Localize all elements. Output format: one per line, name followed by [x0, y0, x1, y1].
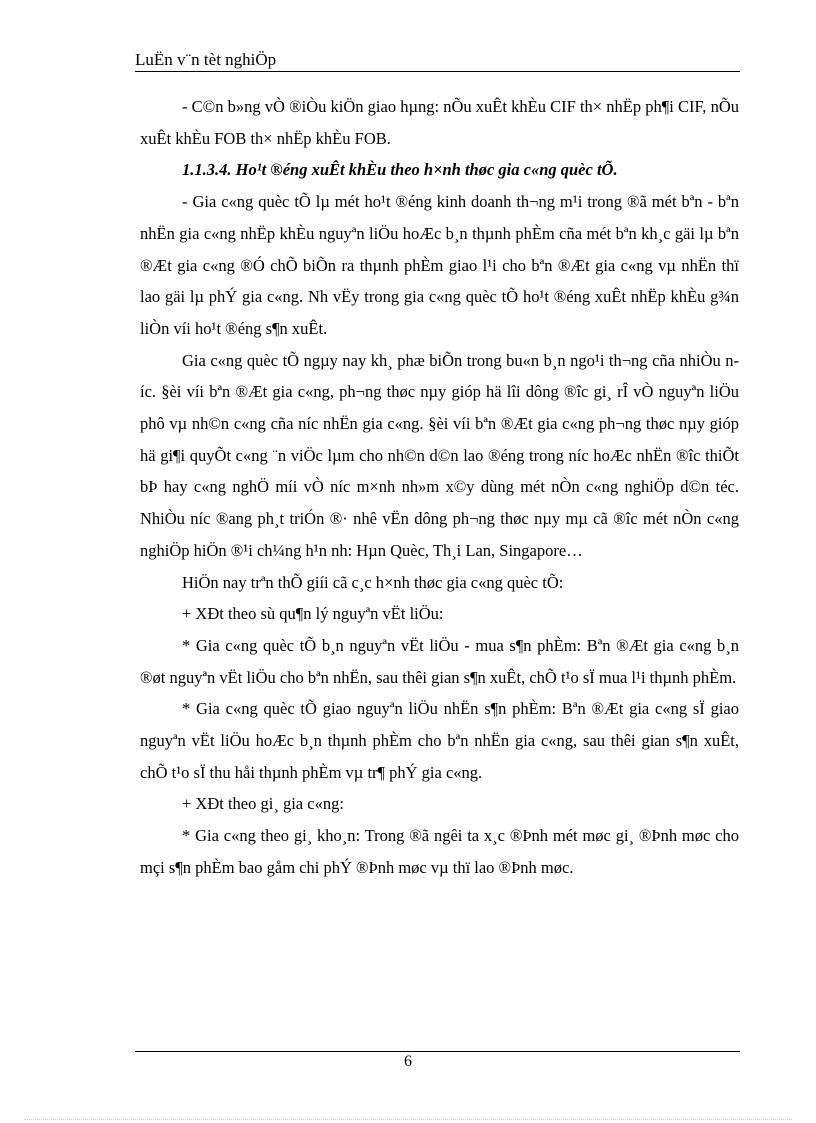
- page-number: 6: [404, 1053, 412, 1070]
- paragraph-criterion-materials: + XÐt theo sù qu¶n lý nguyªn vËt liÖu:: [182, 604, 444, 624]
- section-heading-1-1-3-4: 1.1.3.4. Ho¹t ®éng xuÊt khÈu theo h×nh thøc gia c«ng quèc tÕ.: [182, 160, 618, 180]
- paragraph-processing-benefits: Gia c«ng quèc tÕ ngµy nay kh¸ phæ biÕn trong bu«n b¸n ngo¹i th¬ng cña nhiÒu níc. §èi víi bªn ®Æt gia c«ng, ph¬ng thøc nµy gióp hä lîi dông ®îc gi¸ rÎ vÒ nguyªn liÖu phô vµ nh©n c«ng cña níc nhËn gia c«ng. §èi víi bªn ®Æt gia c«ng ph¬ng thøc nµy gióp hä gi¶i quyÕt c«ng ¨n viÖc lµm cho nh©n d©n lao ®éng trong níc hoÆc nhËn ®îc thiÕt bÞ hay c«ng nghÖ míi vÒ níc m×nh nh»m x©y dùng mét nÒn c«ng nghiÖp d©n téc. NhiÒu níc ®ang ph¸t triÓn ®· nhê vËn dông ph¬ng thøc nµy mµ cã ®îc mét nÒn c«ng nghiÖp hiÖn ®¹i ch¼ng h¹n nh: Hµn Quèc, Th¸i Lan, Singapore…: [140, 350, 739, 560]
- footer-divider: [135, 1051, 740, 1052]
- page-bottom-border: [24, 1119, 792, 1120]
- paragraph-sell-materials-buy-products: * Gia c«ng quèc tÕ b¸n nguyªn vËt liÖu - mua s¶n phÈm: Bªn ®Æt gia c«ng b¸n ®øt nguyªn vËt liÖu cho bªn nhËn, sau thêi gian s¶n xuÊt, chÕ t¹o sÏ mua l¹i thµnh phÈm.: [140, 635, 739, 687]
- paragraph-deliver-materials-receive-products: * Gia c«ng quèc tÕ giao nguyªn liÖu nhËn s¶n phÈm: Bªn ®Æt gia c«ng sÏ giao nguyªn vËt liÖu hoÆc b¸n thµnh phÈm cho bªn nhËn gia c«ng, sau thêi gian s¶n xuÊt, chÕ t¹o sÏ thu håi thµnh phÈm vµ tr¶ phÝ gia c«ng.: [140, 699, 739, 782]
- paragraph-lump-sum-price: * Gia c«ng theo gi¸ kho¸n: Trong ®ã ngêi ta x¸c ®Þnh mét møc gi¸ ®Þnh møc cho mçi s¶n phÈm bao gåm chi phÝ ®Þnh møc vµ thï lao ®Þnh møc.: [140, 826, 739, 877]
- header-divider: [135, 71, 740, 72]
- paragraph-criterion-price: + XÐt theo gi¸ gia c«ng:: [182, 794, 344, 814]
- paragraph-delivery-terms: - C©n b»ng vÒ ®iÒu kiÖn giao hµng: nÕu xuÊt khÈu CIF th× nhËp ph¶i CIF, nÕu xuÊt khÈu FOB th× nhËp khÈu FOB.: [140, 97, 739, 148]
- page-body: [140, 91, 739, 884]
- paragraph-processing-definition: - Gia c«ng quèc tÕ lµ mét ho¹t ®éng kinh doanh th¬ng m¹i trong ®ã mét bªn - bªn nhËn gia c«ng nhËp khÈu nguyªn liÖu hoÆc b¸n thµnh phÈm cña mét bªn kh¸c gäi lµ bªn ®Æt gia c«ng ®Ó chÕ biÕn ra thµnh phÈm giao l¹i cho bªn ®Æt gia c«ng vµ nhËn thï lao gäi lµ phÝ gia c«ng. Nh vËy trong gia c«ng quèc tÕ ho¹t ®éng xuÊt nhËp khÈu g¾n liÒn víi ho¹t ®éng s¶n xuÊt.: [140, 192, 739, 338]
- paragraph-forms-intro: HiÖn nay trªn thÕ giíi cã c¸c h×nh thøc gia c«ng quèc tÕ:: [182, 572, 564, 592]
- running-header: LuËn v¨n tèt nghiÖp: [135, 50, 277, 69]
